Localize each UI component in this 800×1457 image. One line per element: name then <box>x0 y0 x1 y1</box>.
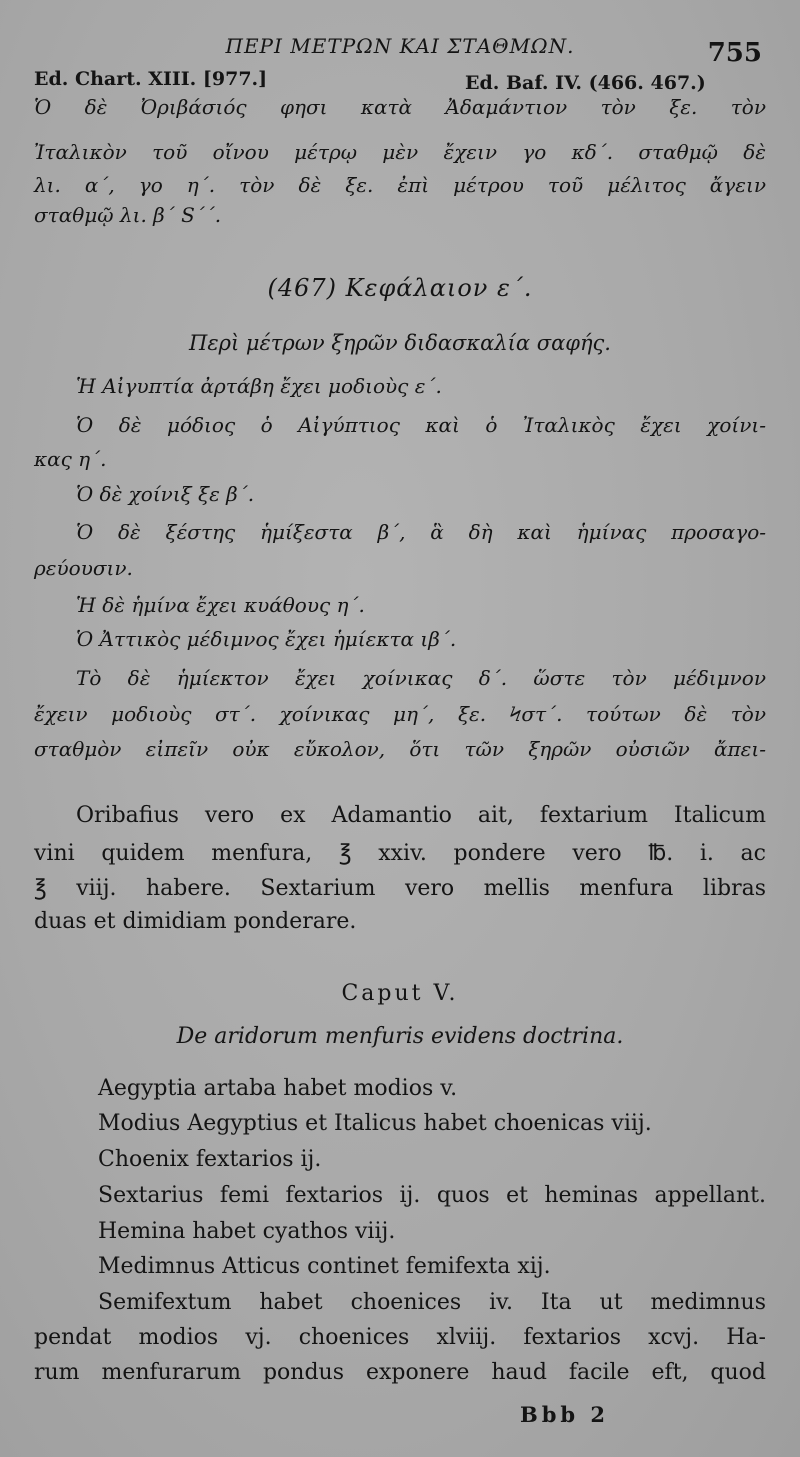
latin-body-line: pendat modios vj. choenices xlviij. fextarios xcvj. Ha- <box>34 1325 766 1350</box>
page-number: 755 <box>707 38 762 68</box>
greek-body-line: Ὁ δὲ ξέστης ἡμίξεστα β΄, ἃ δὴ καὶ ἡμίνας προσαγο- <box>76 520 766 544</box>
latin-body-line: Aegyptia artaba habet modios v. <box>98 1076 458 1101</box>
latin-body-line: Hemina habet cyathos viij. <box>98 1219 396 1244</box>
latin-body-line: rum menfurarum pondus exponere haud facile eft, quod <box>34 1360 766 1385</box>
latin-intro-line: Oribafius vero ex Adamantio ait, fextarium Italicum <box>76 803 766 828</box>
latin-intro-line: vini quidem menfura, ℥ xxiv. pondere vero ℔. i. ac <box>34 841 766 866</box>
greek-body-line: Ἡ δὲ ἡμίνα ἔχει κυάθους η΄. <box>76 593 365 617</box>
greek-body-line: Ὁ δὲ μόδιος ὁ Αἰγύπτιος καὶ ὁ Ἰταλικὸς ἔχει χοίνι- <box>76 413 766 437</box>
latin-body-line: Choenix fextarios ij. <box>98 1147 322 1172</box>
greek-body-line: Ὁ δὲ χοίνιξ ξε β΄. <box>76 482 255 506</box>
greek-body-line: Ὁ Ἀττικὸς μέδιμνος ἔχει ἡμίεκτα ιβ΄. <box>76 627 457 651</box>
printer-signature: Bbb 2 <box>520 1402 610 1427</box>
latin-body-line: Semifextum habet choenices iv. Ita ut medimnus <box>98 1290 766 1315</box>
latin-intro-line: ℥ viij. habere. Sextarium vero mellis menfura libras <box>34 876 766 901</box>
greek-body-line: Τὸ δὲ ἡμίεκτον ἔχει χοίνικας δ΄. ὥστε τὸν μέδιμνον <box>76 666 766 690</box>
greek-chapter-heading: (467) Κεφάλαιον ε΄. <box>267 274 533 302</box>
latin-chapter-subtitle: De aridorum menfuris evidens doctrina. <box>176 1024 624 1049</box>
latin-body-line: Modius Aegyptius et Italicus habet choenicas viij. <box>98 1111 652 1136</box>
greek-body-line: σταθμὸν εἰπεῖν οὐκ εὔκολον, ὅτι τῶν ξηρῶν οὐσιῶν ἄπει- <box>34 737 766 761</box>
edition-reference-right: Ed. Baf. IV. (466. 467.) <box>465 72 706 94</box>
greek-body-line: ἔχειν μοδιοὺς στ΄. χοίνικας μη΄, ξε. Ϟστ΄. τούτων δὲ τὸν <box>34 702 766 726</box>
greek-body-line: ρεύουσιν. <box>34 556 133 580</box>
greek-chapter-subtitle: Περὶ μέτρων ξηρῶν διδασκαλία σαφής. <box>189 331 611 355</box>
greek-body-line: Ἡ Αἰγυπτία ἀρτάβη ἔχει μοδιοὺς ε΄. <box>76 374 442 398</box>
greek-intro-line: Ἰταλικὸν τοῦ οἴνου μέτρῳ μὲν ἔχειν γο κδ΄. σταθμῷ δὲ <box>34 140 766 164</box>
greek-intro-line: Ὁ δὲ Ὀριβάσιός φησι κατὰ Ἀδαμάντιον τὸν ξε. τὸν <box>34 95 766 119</box>
running-title: ΠΕΡΙ ΜΕΤΡΩΝ ΚΑΙ ΣΤΑΘΜΩΝ. <box>225 34 575 58</box>
greek-intro-line: σταθμῷ λι. β΄ S΄΄. <box>34 203 222 227</box>
edition-reference-left: Ed. Chart. XIII. [977.] <box>34 68 268 90</box>
greek-body-line: κας η΄. <box>34 447 107 471</box>
latin-body-line: Sextarius femi fextarios ij. quos et heminas appellant. <box>98 1183 766 1208</box>
latin-body-line: Medimnus Atticus continet femifexta xij. <box>98 1254 551 1279</box>
latin-intro-line: duas et dimidiam ponderare. <box>34 909 357 934</box>
latin-chapter-heading: Caput V. <box>341 981 459 1006</box>
greek-intro-line: λι. α΄, γο η΄. τὸν δὲ ξε. ἐπὶ μέτρου τοῦ μέλιτος ἄγειν <box>34 173 766 197</box>
